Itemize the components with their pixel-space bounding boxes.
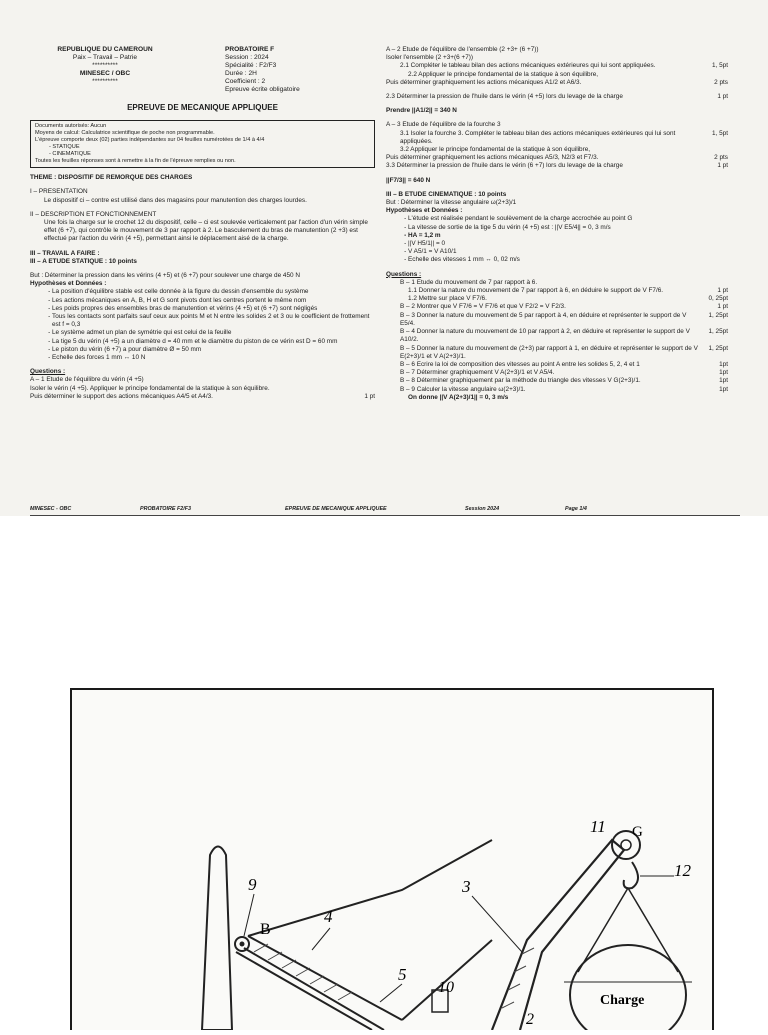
question-a31-row: [386, 130, 728, 146]
question-a32-determine: Puis déterminer graphiquement les actions mécaniques A5/3, N2/3 et F7/3.: [386, 154, 599, 162]
question-b7: B – 7 Déterminer graphiquement V A(2+3)/1 et V A5/4.: [400, 369, 555, 377]
question-a32-row: [386, 154, 728, 162]
cine-hypotheses-list: [386, 215, 728, 264]
question-a31: 3.1 Isoler la fourche 3. Compléter le tableau bilan des actions mécaniques extérieures qui lui sont appliquées.: [400, 129, 676, 145]
info-line-5: - CINEMATIQUE: [49, 151, 91, 158]
theme-heading: THEME : DISPOSITIF DE REMORQUE DES CHARGES: [30, 174, 193, 182]
leader-3: [472, 896, 522, 952]
info-line-2: Moyens de calcul: Calculatrice scientifique de poche non programmable.: [35, 130, 215, 137]
question-b2-row: [386, 303, 728, 311]
info-box: [30, 120, 375, 168]
prendre-value: Prendre ||A1/2|| = 340 N: [386, 107, 457, 115]
leader-9: [244, 894, 254, 936]
label-charge: Charge: [600, 993, 645, 1008]
header-mode: Epreuve écrite obligatoire: [225, 86, 300, 93]
mast-part: [202, 847, 232, 1031]
question-b3-points: 1, 25pt: [708, 311, 728, 319]
cine-hypothesis-item: - L'étude est réalisée pendant le soulèvement de la charge accrochée au point G: [408, 215, 728, 223]
hypothesis-item: - Le piston du vérin (6 +7) a pour diamètre Ø = 50 mm: [52, 346, 375, 354]
question-a32: 3.2 Appliquer le principe fondamental de la statique à son équilibre,: [400, 146, 591, 154]
description-text: Une fois la charge sur le crochet 12 du dispositif, celle – ci est soulevée verticalement par l'action d'un vérin simple effet (6 +7), qui contrôle le mouvement de 3 par rapport à 2. Le basculement du bras de manutention (2 +3) est effectué par l'action du vérin (4 +5), permettant ainsi le déplacement aisé de la charge.: [44, 219, 368, 243]
label-5: 5: [398, 965, 407, 984]
question-b8-row: [386, 377, 728, 385]
right-column: [386, 46, 728, 402]
page-footer: [30, 506, 740, 512]
question-b9: B – 9 Calculer la vitesse angulaire ω(2+3)/1.: [400, 385, 526, 393]
pulley-g-inner: [621, 840, 631, 850]
question-b6: B – 6 Ecrire la loi de composition des vitesses au point A entre les solides 5, 2, 4 et 1: [400, 360, 640, 368]
statique-heading: III – A ETUDE STATIQUE : 10 points: [30, 257, 137, 265]
question-b11-points: 1 pt: [717, 287, 728, 295]
question-a1: A – 1 Etude de l'équilibre du vérin (4 +5): [30, 376, 144, 384]
hypothesis-item: - La position d'équilibre stable est celle donnée à la figure du dessin d'ensemble du système: [52, 288, 375, 296]
cine-hypothesis-item: - V A5/1 = V A10/1: [408, 248, 728, 256]
header-country-block: [30, 46, 180, 94]
question-b4-points: 1, 25pt: [708, 328, 728, 336]
header-country: REPUBLIQUE DU CAMEROUN: [57, 46, 153, 53]
question-a33-points: 1 pt: [717, 162, 728, 170]
description-heading: II – DESCRIPTION ET FONCTIONNEMENT: [30, 210, 157, 218]
hypothesis-item: - Tous les contacts sont parfaits sauf ceux aux points M et N entre les solides 2 et 3 ou le coefficient de frottement est f = 0,3: [52, 313, 375, 329]
cine-hypothesis-item: - Echelle des vitesses 1 mm ↔ 0, 02 m/s: [408, 256, 728, 264]
charge-body: [570, 945, 686, 1030]
footer-subject: EPREUVE DE MECANIQUE APPLIQUEE: [285, 506, 387, 512]
question-a23-points: 1 pt: [717, 93, 728, 101]
question-b8: B – 8 Déterminer graphiquement par la méthode du triangle des vitesses V G(2+3)/1.: [400, 377, 641, 385]
question-a2-isolate: Isoler l'ensemble (2 +3+(6 +7)): [386, 54, 474, 62]
question-a21-points: 1, 5pt: [712, 62, 728, 70]
pivot-b-center: [240, 942, 245, 947]
info-line-6: Toutes les feuilles réponses sont à remettre à la fin de l'épreuve remplies ou non.: [35, 158, 236, 165]
question-b5-points: 1, 25pt: [708, 344, 728, 352]
page-title: EPREUVE DE MECANIQUE APPLIQUEE: [127, 103, 278, 112]
cine-hypotheses-heading: Hypothèses et Données :: [386, 207, 463, 215]
question-a1-points: 1 pt: [364, 392, 375, 400]
cylinder-body-4: [236, 936, 402, 1030]
header-dashes-2: **********: [92, 78, 118, 85]
question-b8-points: 1pt: [719, 377, 728, 385]
question-b3-row: [386, 312, 728, 328]
question-b4-row: [386, 328, 728, 344]
question-b12-row: [386, 295, 728, 303]
question-b11-row: [386, 287, 728, 295]
travail-heading: III – TRAVAIL A FAIRE :: [30, 249, 100, 257]
question-a2: A – 2 Etude de l'équilibre de l'ensemble (2 +3+ (6 +7)): [386, 46, 539, 53]
question-a22-row: [386, 79, 728, 87]
info-line-3: L'épreuve comporte deux (02) parties indépendantes sur 04 feuilles numérotées de 1/4 à 4/4: [35, 137, 265, 144]
question-b12: 1.2 Mettre sur place V F7/6.: [408, 295, 487, 303]
label-10: 10: [438, 979, 454, 996]
exam-sheet-page: [0, 0, 768, 516]
hypothesis-item: - Les poids propres des ensembles bras de manutention et vérins (4 +5) et (6 +7) sont négligés: [52, 305, 375, 313]
statique-but: But : Déterminer la pression dans les vérins (4 +5) et (6 +7) pour soulever une charge de 450 N: [30, 272, 300, 280]
question-b6-row: [386, 361, 728, 369]
header-motto: Paix – Travail – Patrie: [72, 54, 138, 61]
question-a21-row: [386, 62, 728, 70]
cine-hypothesis-item: - La vitesse de sortie de la tige 5 du vérin (4 +5) est : ||V E5/4|| = 0, 3 m/s: [408, 224, 728, 232]
header-session: Session : 2024: [225, 54, 269, 61]
label-11: 11: [590, 817, 606, 836]
question-a22: 2.2 Appliquer le principe fondamental de la statique à son équilibre,: [408, 70, 599, 78]
question-a33-row: [386, 162, 728, 170]
question-b9-row: [386, 386, 728, 394]
footer-page: Page 1/4: [565, 506, 587, 512]
cylinder-hatch: [254, 944, 352, 1000]
question-a1-row: [30, 393, 375, 401]
info-line-1: Documents autorisés: Aucun: [35, 123, 107, 130]
header-row: [30, 46, 375, 94]
question-a23-row: [386, 93, 728, 101]
label-2: 2: [526, 1011, 534, 1028]
question-a22-points: 2 pts: [714, 78, 728, 86]
question-a22-determine: Puis déterminer graphiquement les actions mécaniques A1/2 et A6/3.: [386, 78, 582, 86]
label-9: 9: [248, 875, 257, 894]
question-a31-points: 1, 5pt: [712, 129, 728, 137]
cine-questions-heading: Questions :: [386, 270, 422, 278]
assembly-drawing-frame: [70, 688, 714, 1030]
arm-part-2: [248, 840, 492, 936]
hypotheses-heading: Hypothèses et Données :: [30, 280, 107, 288]
info-line-4: - STATIQUE: [49, 144, 80, 151]
question-b2-points: 1 pt: [717, 303, 728, 311]
header-dashes: **********: [92, 62, 118, 69]
footer-divider: [30, 515, 740, 516]
question-a33: 3.3 Déterminer la pression de l'huile dans le vérin (6 +7) lors du levage de la charge: [386, 162, 623, 170]
questions-heading: Questions :: [30, 368, 66, 376]
leader-5: [380, 984, 402, 1002]
cinematique-but: But : Déterminer la vitesse angulaire ω(2+3)/1: [386, 199, 517, 207]
given-force-value: ||F7/3|| = 640 N: [386, 176, 431, 184]
donne-value: On donne ||V A(2+3)/1|| = 0, 3 m/s: [408, 393, 509, 401]
question-a23: 2.3 Déterminer la pression de l'huile dans le vérin (4 +5) lors du levage de la charge: [386, 93, 623, 101]
question-a1-determine: Puis déterminer le support des actions mécaniques A4/5 et A4/3.: [30, 392, 213, 400]
hypothesis-item: - Le système admet un plan de symétrie qui est celui de la feuille: [52, 329, 375, 337]
header-exam: PROBATOIRE F: [225, 46, 275, 53]
hypotheses-list: [30, 288, 375, 362]
question-b5: B – 5 Donner la nature du mouvement de (2+3) par rapport à 1, en déduire et représenter le support de V E(2+3)/1 et V A(2+3)/1.: [400, 344, 698, 360]
label-3: 3: [462, 877, 471, 896]
cine-hypothesis-item: - ||V H5/1|| = 0: [408, 240, 728, 248]
question-b7-points: 1pt: [719, 369, 728, 377]
question-b9-points: 1pt: [719, 385, 728, 393]
footer-org: MINESEC - OBC: [30, 506, 72, 512]
footer-session: Session 2024: [465, 506, 500, 512]
label-4: 4: [324, 907, 333, 926]
question-b4: B – 4 Donner la nature du mouvement de 10 par rapport à 2, en déduire et représenter le support de V A10/2.: [400, 328, 690, 344]
header-coefficient: Coefficient : 2: [225, 78, 266, 85]
label-12: 12: [674, 861, 691, 880]
question-b1: B – 1 Etude du mouvement de 7 par rapport à 6.: [400, 278, 538, 286]
question-b2: B – 2 Montrer que V F7/6 = V F7/6 et que V F2/2 = V F2/3.: [400, 303, 566, 311]
question-b7-row: [386, 369, 728, 377]
left-column: [30, 46, 375, 401]
question-a3: A – 3 Etude de l'équilibre de la fourche 3: [386, 121, 501, 129]
question-b5-row: [386, 345, 728, 361]
question-b6-points: 1pt: [719, 360, 728, 368]
label-g: G: [632, 824, 643, 840]
hypothesis-item: - Les actions mécaniques en A, B, H et G sont pivots dont les centres portent le même nom: [52, 297, 375, 305]
cinematique-heading: III – B ETUDE CINEMATIQUE : 10 points: [386, 190, 507, 198]
label-b: B: [260, 921, 271, 938]
question-b11: 1.1 Donner la nature du mouvement de 7 par rapport à 6, en déduire le support de V F7/6.: [408, 287, 664, 295]
hypothesis-item: - La tige 5 du vérin (4 +5) a un diamètre d = 40 mm et le diamètre du piston de ce vérin est D = 60 mm: [52, 338, 375, 346]
footer-exam: PROBATOIRE F2/F3: [140, 506, 192, 512]
header-ministry: MINESEC / OBC: [79, 70, 131, 77]
charge-slings: [578, 888, 678, 972]
question-a1-isolate: Isoler le vérin (4 +5). Appliquer le principe fondamental de la statique à son équilibre.: [30, 384, 270, 392]
leader-4: [312, 928, 330, 950]
presentation-heading: I – PRESENTATION: [30, 188, 88, 196]
presentation-text: Le dispositif ci – contre est utilisé dans des magasins pour manutention des charges lourdes.: [44, 196, 307, 204]
question-b3: B – 3 Donner la nature du mouvement de 5 par rapport à 4, en déduire et représenter le support de V E5/4.: [400, 311, 687, 327]
question-a32-points: 2 pts: [714, 154, 728, 162]
cine-hypothesis-item: - HA = 1,2 m: [408, 232, 728, 240]
question-a21: 2.1 Compléter le tableau bilan des actions mécaniques extérieures qui lui sont appliquées.: [400, 62, 656, 70]
header-speciality: Spécialité : F2/F3: [225, 62, 277, 69]
hook-12: [624, 862, 638, 888]
assembly-drawing: [72, 690, 712, 1030]
header-exam-block: [225, 46, 375, 94]
header-duration: Durée : 2H: [225, 70, 257, 77]
hypothesis-item: - Echelle des forces 1 mm ↔ 10 N: [52, 354, 375, 362]
question-b12-points: 0, 25pt: [708, 295, 728, 303]
